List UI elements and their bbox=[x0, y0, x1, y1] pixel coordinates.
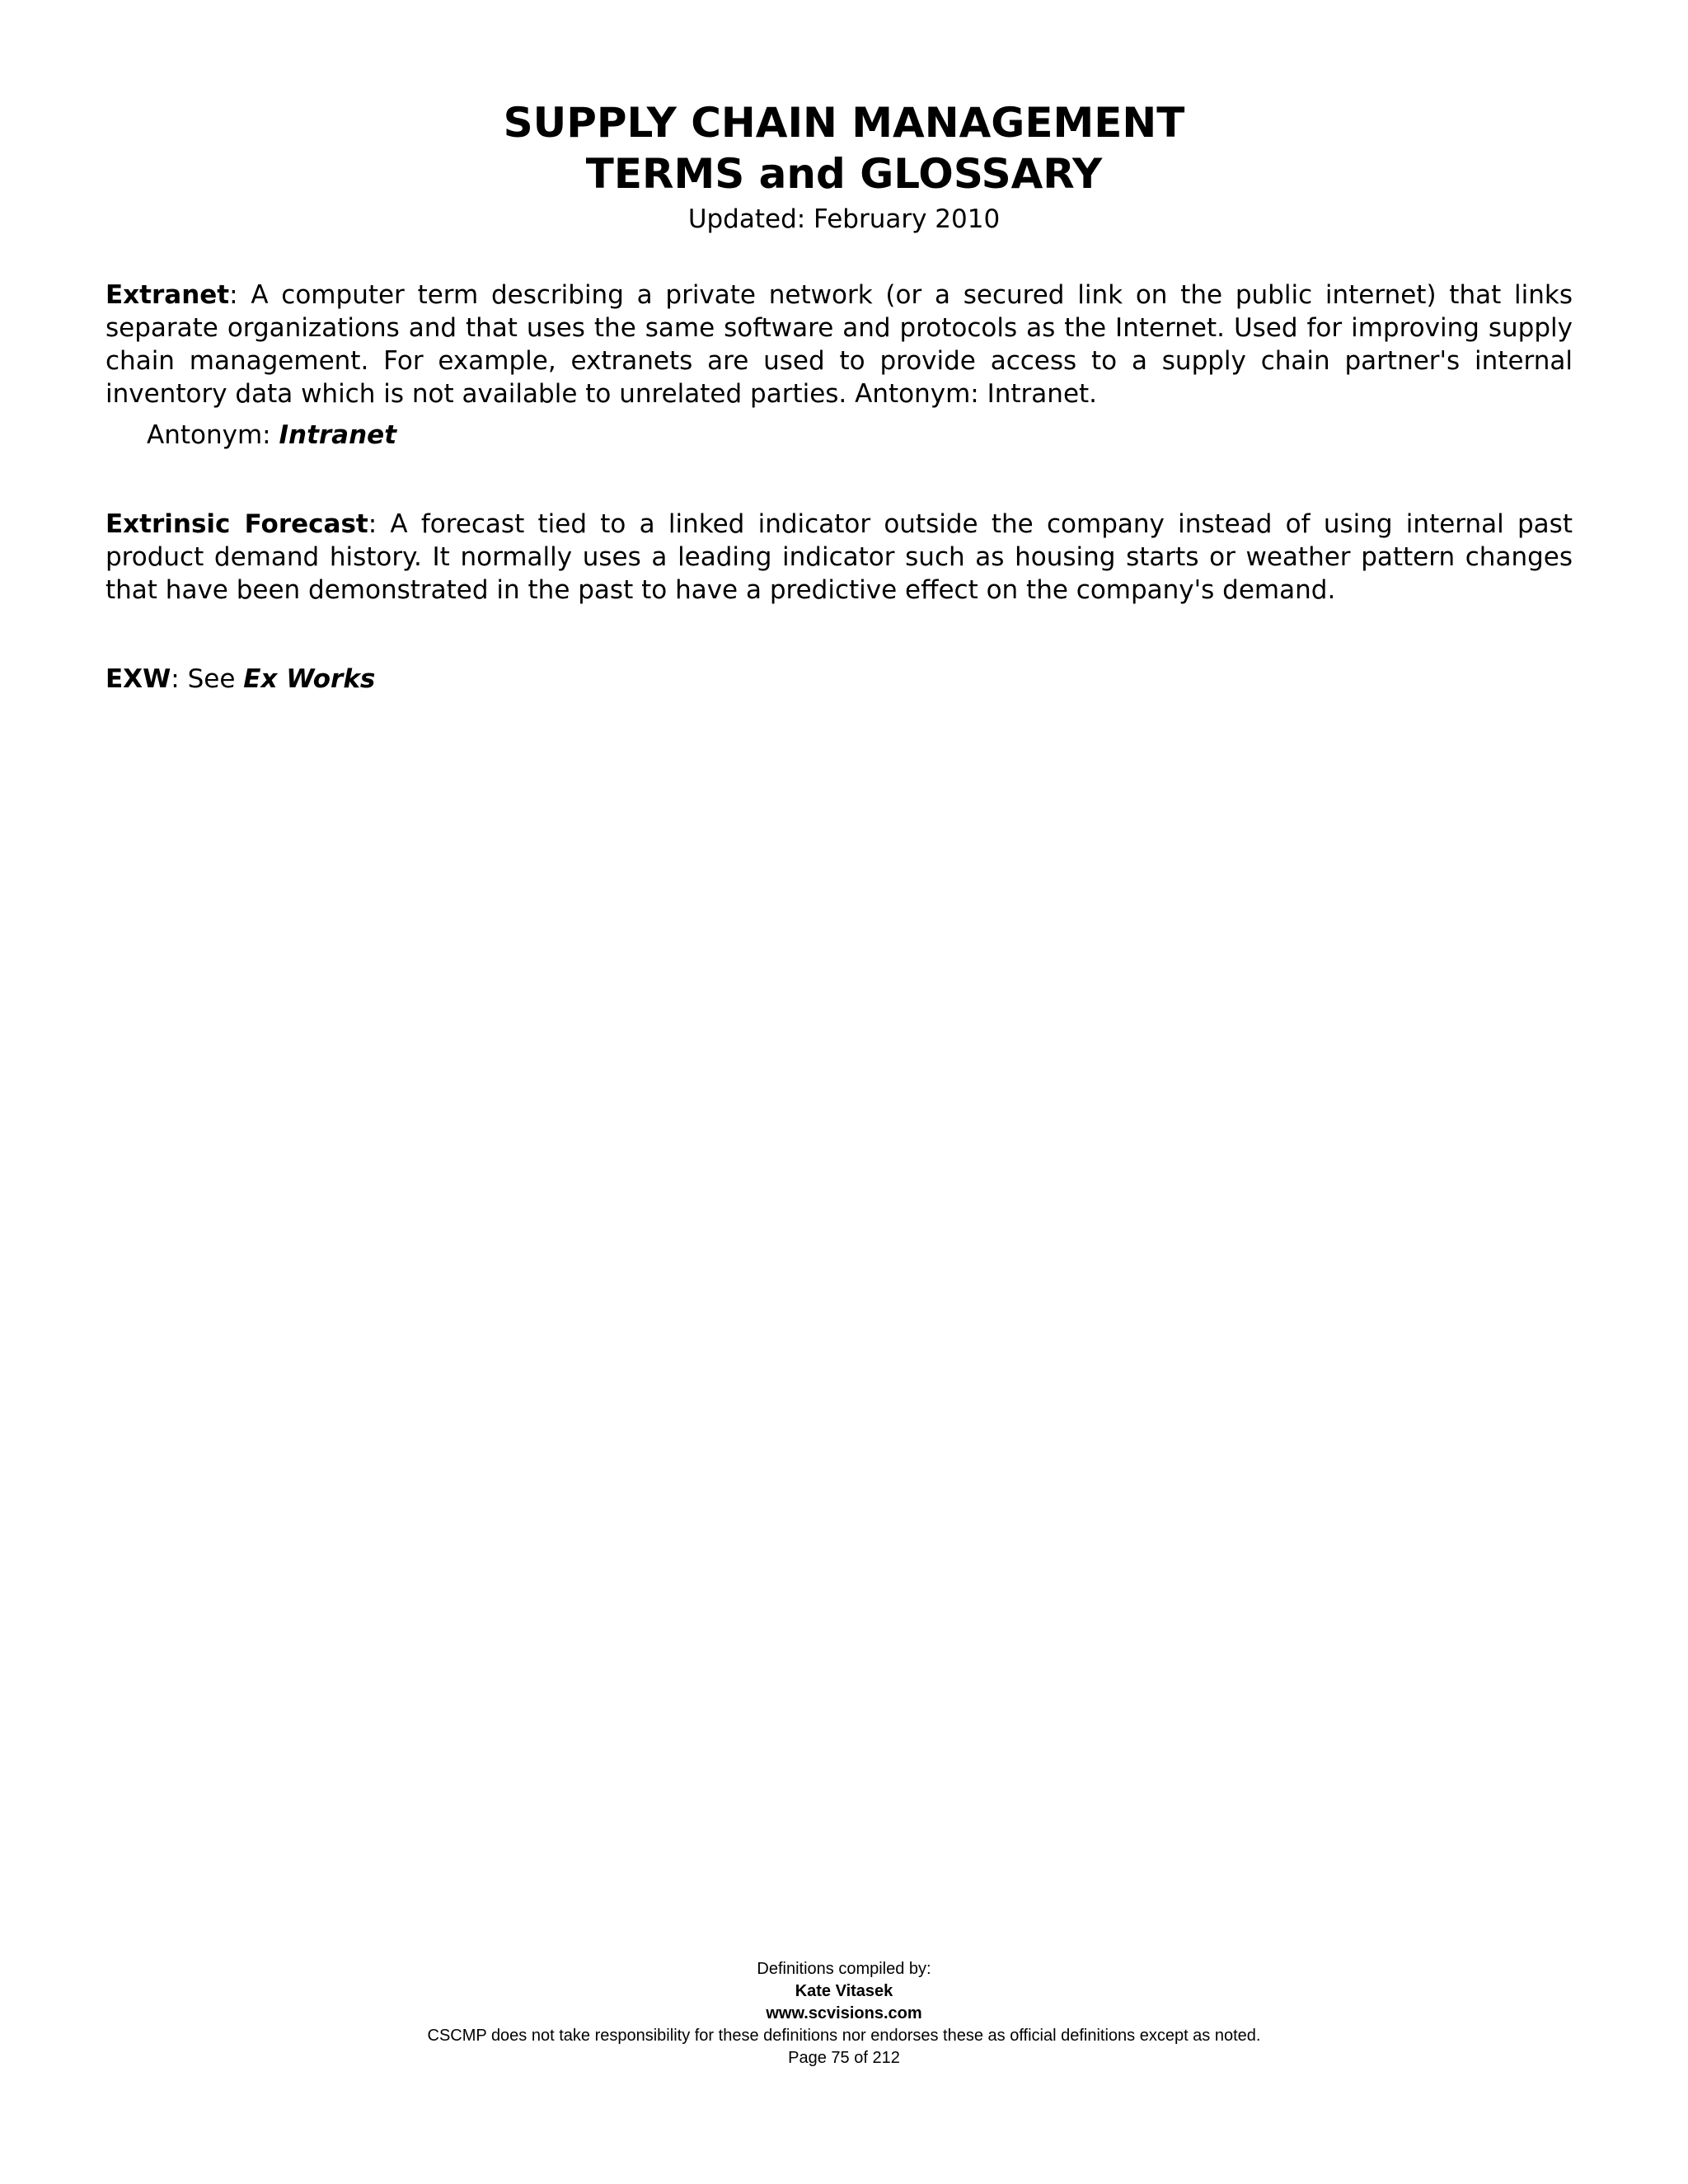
footer-author: Kate Vitasek bbox=[795, 1982, 893, 2000]
glossary-entry-extrinsic-forecast bbox=[106, 508, 1573, 607]
glossary-entry-extranet bbox=[106, 279, 1573, 410]
updated-date: Updated: February 2010 bbox=[687, 204, 1001, 234]
glossary-term: EXW bbox=[106, 664, 171, 694]
footer-disclaimer: CSCMP does not take responsibility for these definitions nor endorses these as official definitions except as noted. bbox=[427, 2027, 1261, 2045]
page-header bbox=[0, 97, 1688, 237]
glossary-entry-exw bbox=[106, 663, 1573, 696]
page-footer bbox=[0, 1958, 1688, 2069]
footer-compiled-by: Definitions compiled by: bbox=[757, 1960, 931, 1978]
glossary-term: Extrinsic Forecast bbox=[106, 509, 368, 539]
footer-page-number: Page 75 of 212 bbox=[788, 2049, 900, 2067]
glossary-definition: : A forecast tied to a linked indicator outside the company instead of using internal past product demand history. It normally uses a leading indicator such as housing starts or weather pattern changes that have been demonstrated in the past to have a predictive effect on the company's demand. bbox=[106, 509, 1573, 605]
glossary-definition: : See bbox=[171, 664, 244, 694]
footer-website: www.scvisions.com bbox=[766, 2004, 922, 2022]
antonym-label: Antonym: bbox=[147, 420, 279, 450]
glossary-content bbox=[106, 279, 1573, 696]
page-title-line-2: TERMS and GLOSSARY bbox=[585, 150, 1103, 198]
page-title-line-1: SUPPLY CHAIN MANAGEMENT bbox=[503, 99, 1185, 147]
glossary-definition: : A computer term describing a private network (or a secured link on the public internet) that links separate organizations and that uses the same software and protocols as the Internet. Used for improving supply chain management. For example, extranets are used to provide access to a supply chain partner's internal inventory data which is not available to unrelated parties. Antonym: Intranet. bbox=[106, 280, 1573, 409]
antonym-line bbox=[147, 419, 1573, 452]
glossary-term: Extranet bbox=[106, 280, 230, 310]
antonym-reference: Intranet bbox=[279, 420, 397, 450]
see-reference: Ex Works bbox=[243, 664, 376, 694]
